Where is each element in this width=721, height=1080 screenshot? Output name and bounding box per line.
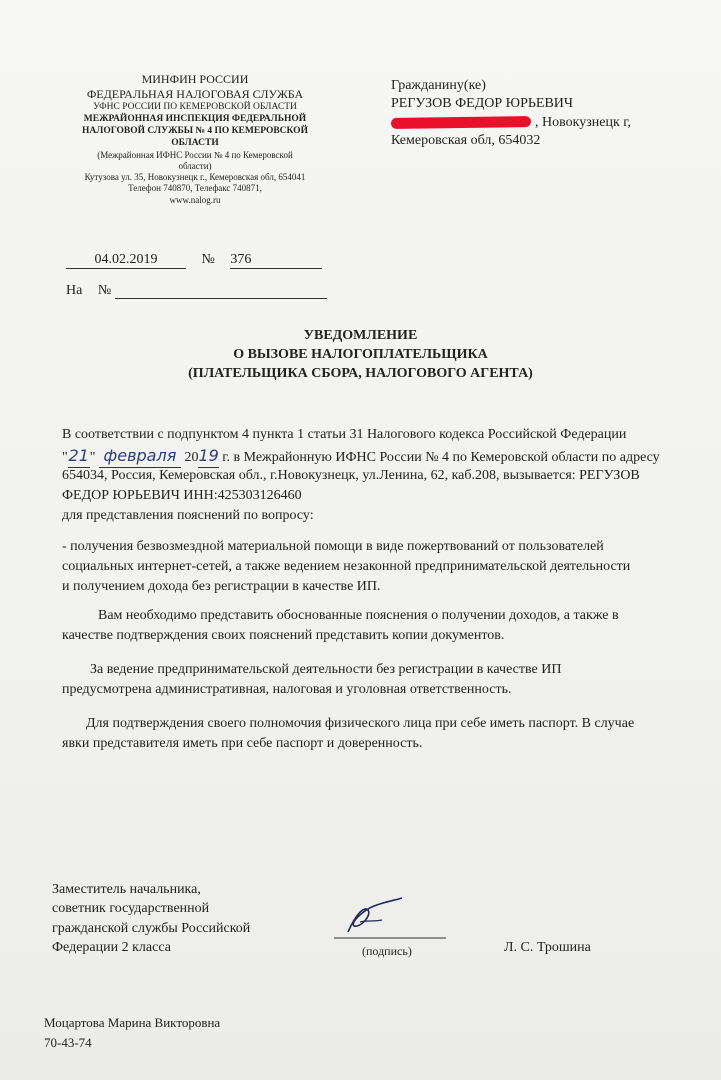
signer-name: Л. С. Трошина xyxy=(504,940,591,955)
question-line-2: социальных интернет-сетей, а также ведением незаконной предпринимательской деятельности xyxy=(62,559,631,574)
addressee-greeting: Гражданину(ке) xyxy=(391,78,486,93)
body-line-3: 654034, Россия, Кемеровская обл., г.Новокузнецк, ул.Ленина, 62, каб.208, вызывается: РЕГУЗОВ xyxy=(62,468,640,483)
inspection-line-a: МЕЖРАЙОННАЯ ИНСПЕКЦИЯ ФЕДЕРАЛЬНОЙ xyxy=(83,113,307,124)
title-line-2: О ВЫЗОВЕ НАЛОГОПЛАТЕЛЬЩИКА xyxy=(233,346,488,362)
handwritten-month: февраля xyxy=(99,445,181,468)
contact-block xyxy=(44,1013,220,1052)
para1-line-1: Вам необходимо представить обоснованные пояснения о получении доходов, а также в xyxy=(98,608,619,623)
position-line-4: Федерации 2 класса xyxy=(52,939,171,955)
issuer-phones: Телефон 740870, Телефакс 740871, xyxy=(128,183,262,194)
addressee-city: , Новокузнецк г, xyxy=(535,114,631,130)
position-line-3: гражданской службы Российской xyxy=(52,920,251,936)
year-prefix: 20 xyxy=(184,450,199,465)
para3-line-2: явки представителя иметь при себе паспорт и доверенность. xyxy=(62,736,423,751)
para2-line-2: предусмотрена административная, налоговая и уголовная ответственность. xyxy=(62,682,512,697)
addressee-name: РЕГУЗОВ ФЕДОР ЮРЬЕВИЧ xyxy=(391,96,573,112)
signature-caption: (подпись) xyxy=(362,944,412,958)
inspection-line-b: НАЛОГОВОЙ СЛУЖБЫ № 4 ПО КЕМЕРОВСКОЙ xyxy=(82,125,308,136)
doc-date: 04.02.2019 xyxy=(66,252,186,269)
service-line: ФЕДЕРАЛЬНАЯ НАЛОГОВАЯ СЛУЖБА xyxy=(86,87,304,101)
body-line-2: "21" февраля 2019 г. в Межрайонную ИФНС России № 4 по Кемеровской области по адресу xyxy=(62,445,660,468)
addressee-street xyxy=(391,114,631,132)
signatory-position xyxy=(52,880,250,957)
ufns-line: УФНС РОССИИ ПО КЕМЕРОВСКОЙ ОБЛАСТИ xyxy=(93,102,297,112)
issuer-header xyxy=(60,72,330,206)
reference-number-blank xyxy=(115,284,327,299)
inspection-short-b: области) xyxy=(178,160,212,171)
inspection-short-a: (Межрайонная ИФНС России № 4 по Кемеровской xyxy=(97,149,293,160)
handwritten-signature xyxy=(330,892,450,944)
contact-name: Моцартова Марина Викторовна xyxy=(44,1015,221,1030)
question-line-1: - получения безвозмездной материальной помощи в виде пожертвований от пользователей xyxy=(62,539,604,554)
addressee-block xyxy=(391,77,631,151)
reference-number-label: № xyxy=(97,283,112,298)
ministry-line: МИНФИН РОССИИ xyxy=(141,72,249,86)
title-line-1: УВЕДОМЛЕНИЕ xyxy=(303,328,418,343)
para1-line-2: качестве подтверждения своих пояснений представить копии документов. xyxy=(62,628,505,643)
addressee-region: Кемеровская обл, 654032 xyxy=(391,133,541,149)
position-line-2: советник государственной xyxy=(52,901,210,917)
body-line-5: для представления пояснений по вопросу: xyxy=(62,508,314,523)
title-line-3: (ПЛАТЕЛЬЩИКА СБОРА, НАЛОГОВОГО АГЕНТА) xyxy=(188,365,533,381)
doc-number: 376 xyxy=(230,252,322,269)
inspection-line-c: ОБЛАСТИ xyxy=(171,137,219,148)
body-line-4: ФЕДОР ЮРЬЕВИЧ ИНН:425303126460 xyxy=(62,488,302,503)
body-line-2-rest: г. в Межрайонную ИФНС России № 4 по Кемеровской области по адресу xyxy=(222,450,660,465)
reference-row xyxy=(66,283,327,299)
doc-number-label: № xyxy=(201,252,215,267)
body-line-1: В соответствии с подпунктом 4 пункта 1 статьи 31 Налогового кодекса Российской Федерации xyxy=(62,427,627,442)
document-title xyxy=(0,327,721,384)
doc-date-row xyxy=(66,252,322,269)
question-line-3: и получением дохода без регистрации в качестве ИП. xyxy=(62,579,381,594)
handwritten-day: 21 xyxy=(68,445,90,468)
issuer-website: www.nalog.ru xyxy=(169,194,221,205)
redaction-mark xyxy=(391,116,531,129)
para2-line-1: За ведение предпринимательской деятельности без регистрации в качестве ИП xyxy=(90,662,562,677)
para3-line-1: Для подтверждения своего полномочия физического лица при себе иметь паспорт. В случае xyxy=(86,716,635,731)
issuer-address: Кутузова ул. 35, Новокузнецк г., Кемеровская обл, 654041 xyxy=(84,172,306,182)
handwritten-year: 19 xyxy=(198,445,218,468)
position-line-1: Заместитель начальника, xyxy=(52,882,201,897)
contact-phone: 70-43-74 xyxy=(44,1034,92,1050)
reference-on-label: На xyxy=(66,283,83,298)
